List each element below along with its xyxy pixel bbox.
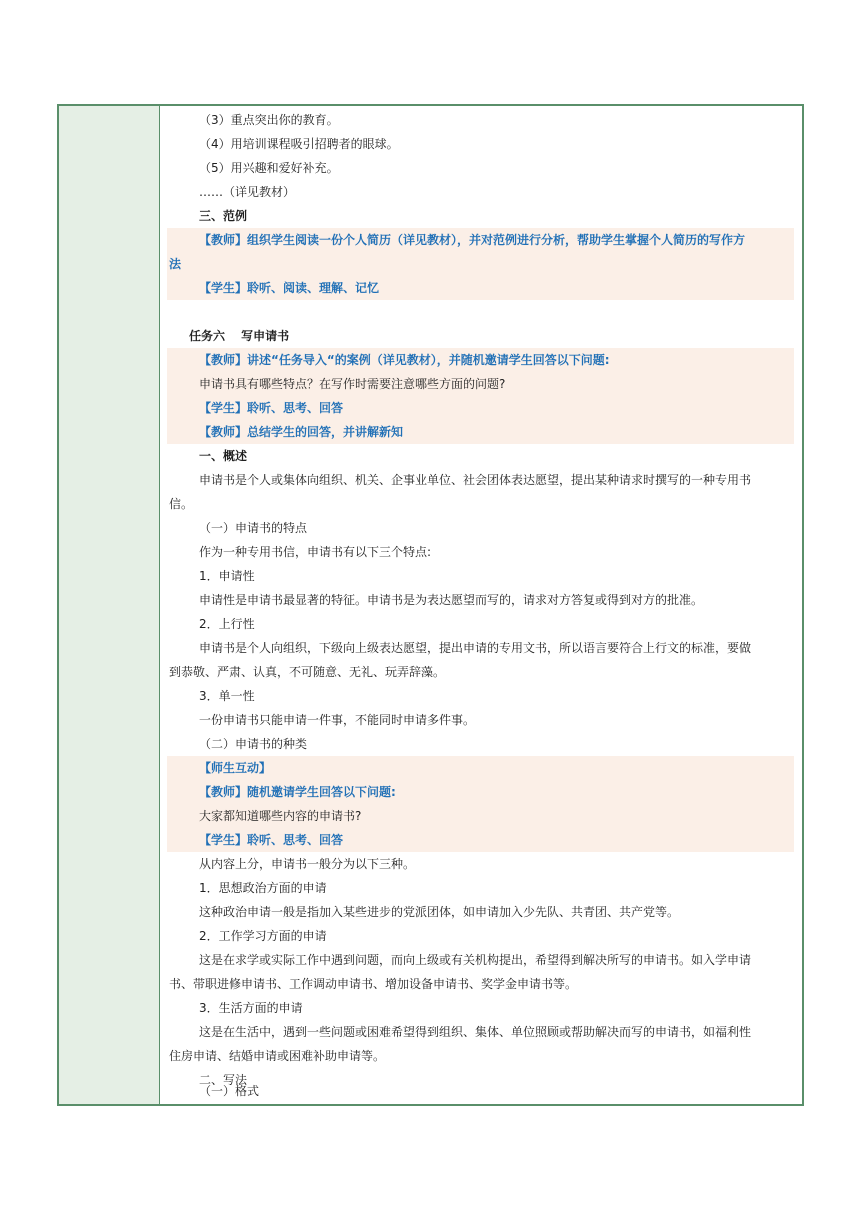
student-line: 【学生】聆听、阅读、理解、记忆: [167, 276, 794, 300]
text-line: （3）重点突出你的教育。: [199, 113, 339, 127]
lesson-table: [57, 104, 804, 1106]
item-heading: 3．生活方面的申请: [199, 1001, 303, 1015]
text-line: 申请书是个人或集体向组织、机关、企事业单位、社会团体表达愿望，提出某种请求时撰写的一种专用书: [199, 473, 752, 487]
table-left-column: [59, 106, 160, 1104]
text-line: 申请书是个人向组织，下级向上级表达愿望，提出申请的专用文书，所以语言要符合上行文的标准，要做: [199, 641, 752, 655]
teacher-line-cont: 法: [167, 252, 794, 276]
subheading-line: （二）申请书的种类: [199, 737, 308, 751]
question-line: 大家都知道哪些内容的申请书?: [167, 804, 794, 828]
text-line: 从内容上分，申请书一般分为以下三种。: [199, 857, 416, 871]
subheading-line: （一）格式: [199, 1084, 260, 1098]
text-line: 住房申请、结婚申请或困难补助申请等。: [169, 1049, 386, 1063]
text-line: 书、带职进修申请书、工作调动申请书、增加设备申请书、奖学金申请书等。: [169, 977, 578, 991]
teacher-line: 【教师】组织学生阅读一份个人简历（详见教材），并对范例进行分析，帮助学生掌握个人简历的写作方: [167, 228, 794, 252]
text-line: 信。: [169, 497, 194, 511]
question-line: 申请书具有哪些特点？在写作时需要注意哪些方面的问题?: [167, 372, 794, 396]
text-line: 申请性是申请书最显著的特征。申请书是为表达愿望而写的，请求对方答复或得到对方的批准。: [199, 593, 704, 607]
section-heading: 一、概述: [199, 449, 248, 463]
item-heading: 3．单一性: [199, 689, 255, 703]
text-line: （5）用兴趣和爱好补充。: [199, 161, 339, 175]
text-line: 这是在生活中，遇到一些问题或困难希望得到组织、集体、单位照顾或帮助解决而写的申请书，如福利性: [199, 1025, 752, 1039]
task-heading: 任务六 写申请书: [189, 329, 290, 343]
text-line: ……（详见教材）: [199, 185, 296, 199]
teacher-line: 【教师】随机邀请学生回答以下问题:: [167, 780, 794, 804]
interaction-line: 【师生互动】: [167, 756, 794, 780]
text-line: 这是在求学或实际工作中遇到问题，而向上级或有关机构提出，希望得到解决所写的申请书。如入学申请: [199, 953, 752, 967]
teacher-line: 【教师】总结学生的回答，并讲解新知: [167, 420, 794, 444]
item-heading: 1．申请性: [199, 569, 255, 583]
text-line: （4）用培训课程吸引招聘者的眼球。: [199, 137, 399, 151]
subheading-line: （一）申请书的特点: [199, 521, 308, 535]
section-heading: 二、写法: [199, 1073, 248, 1087]
teacher-line: 【教师】讲述“任务导入“的案例（详见教材），并随机邀请学生回答以下问题:: [167, 348, 794, 372]
student-line: 【学生】聆听、思考、回答: [167, 828, 794, 852]
student-line: 【学生】聆听、思考、回答: [167, 396, 794, 420]
item-heading: 2．上行性: [199, 617, 255, 631]
text-line: 一份申请书只能申请一件事，不能同时申请多件事。: [199, 713, 476, 727]
text-line: 作为一种专用书信，申请书有以下三个特点:: [199, 545, 432, 559]
section-heading: 三、范例: [199, 209, 248, 223]
text-line: 到恭敬、严肃、认真，不可随意、无礼、玩弄辞藻。: [169, 665, 446, 679]
item-heading: 2．工作学习方面的申请: [199, 929, 327, 943]
text-line: 这种政治申请一般是指加入某些进步的党派团体，如申请加入少先队、共青团、共产党等。: [199, 905, 680, 919]
item-heading: 1．思想政治方面的申请: [199, 881, 327, 895]
